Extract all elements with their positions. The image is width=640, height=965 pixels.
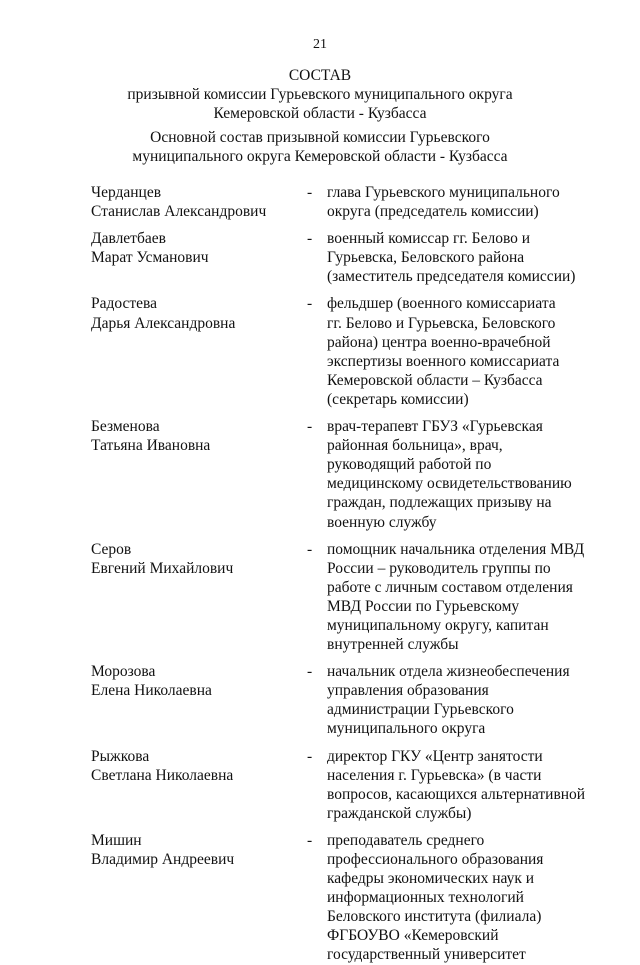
member-role-line: района) центра военно-врачебной (327, 333, 551, 351)
member-given-names: Татьяна Ивановна (91, 437, 211, 455)
member-role-line: Беловского института (филиала) (327, 908, 542, 926)
member-given-names: Владимир Андреевич (91, 851, 235, 868)
member-surname: Мишин (91, 831, 142, 849)
member-surname: Давлетбаев (91, 230, 166, 248)
member-role-line: профессионального образования (327, 851, 544, 868)
heading-title: СОСТАВ (288, 67, 352, 84)
subheading-line-1: Основной состав призывной комиссии Гурьевского (150, 129, 490, 146)
member-name (91, 417, 210, 455)
member-role-line: России – руководитель группы по (327, 559, 551, 577)
commission-members-list (0, 183, 640, 965)
member-role (327, 662, 592, 738)
section-subheading (0, 128, 640, 166)
member-role-line: врач-терапевт ГБУЗ «Гурьевская (327, 418, 543, 436)
member-role-line: ФГБОУВО «Кемеровский (327, 927, 499, 945)
member-role-line: военную службу (327, 513, 437, 531)
member-role-line: глава Гурьевского муниципального (327, 184, 560, 201)
member-role (327, 229, 592, 286)
member-surname: Морозова (91, 663, 156, 681)
member-role-line: населения г. Гурьевска» (в части (327, 766, 542, 784)
member-role-line: фельдшер (военного комиссариата (327, 295, 556, 313)
separator-dash: - (307, 184, 313, 201)
member-role-line: МВД России по Гурьевскому (327, 597, 520, 615)
member-role-line: (секретарь комиссии) (327, 390, 469, 408)
member-given-names: Евгений Михайлович (91, 559, 234, 577)
member-entry (0, 662, 640, 738)
member-role-line: внутренней службы (327, 636, 459, 654)
member-role (327, 540, 592, 655)
member-name (91, 294, 235, 332)
separator-dash: - (307, 540, 313, 558)
member-name (91, 831, 234, 869)
member-role-line: вопросов, касающихся альтернативной (327, 785, 586, 803)
member-entry (0, 417, 640, 532)
member-role-line: медицинскому освидетельствованию (327, 475, 572, 493)
separator-dash: - (307, 295, 313, 313)
member-role-line: муниципального округа (327, 720, 486, 738)
member-surname: Радостева (91, 295, 158, 313)
member-role-line: военный комиссар гг. Белово и (327, 230, 531, 248)
member-role-line: гражданской службы) (327, 804, 472, 822)
separator-dash: - (307, 418, 313, 436)
heading-line-1: призывной комиссии Гурьевского муниципального округа (127, 86, 513, 103)
member-name (91, 662, 212, 700)
member-role-line: администрации Гурьевского (327, 701, 514, 719)
member-role-line: информационных технологий (327, 889, 524, 907)
member-role-line: начальник отдела жизнеобеспечения (327, 663, 570, 681)
member-entry (0, 540, 640, 655)
member-role-line: государственный университет (327, 946, 526, 964)
separator-dash: - (307, 831, 313, 849)
member-role (327, 294, 592, 409)
member-surname: Рыжкова (91, 747, 150, 765)
member-role-line: преподаватель среднего (327, 831, 485, 849)
member-role (327, 747, 592, 823)
member-role-line: муниципальному округу, капитан (327, 616, 549, 634)
member-name (91, 229, 209, 267)
separator-dash: - (307, 230, 313, 248)
member-entry (0, 229, 640, 286)
member-surname: Серов (91, 540, 132, 558)
member-role-line: кафедры экономических наук и (327, 870, 535, 888)
heading-line-2: Кемеровской области - Кузбасса (213, 105, 427, 122)
member-given-names: Станислав Александрович (91, 203, 267, 221)
member-name (91, 183, 266, 221)
member-given-names: Марат Усманович (91, 249, 209, 267)
member-role (327, 417, 592, 532)
member-role-line: помощник начальника отделения МВД (327, 540, 585, 558)
member-entry (0, 831, 640, 965)
member-entry (0, 747, 640, 823)
member-name (91, 747, 233, 785)
member-role (327, 183, 592, 221)
page-number: 21 (313, 37, 327, 52)
member-role-line: Гурьевска, Беловского района (327, 249, 525, 267)
separator-dash: - (307, 663, 313, 681)
member-role-line: руководящий работой по (327, 456, 492, 474)
member-role-line: Кемеровской области – Кузбасса (327, 371, 543, 389)
member-role-line: управления образования (327, 682, 489, 700)
member-name (91, 540, 233, 578)
member-role-line: районная больница», врач, (327, 437, 503, 455)
member-role-line: директор ГКУ «Центр занятости (327, 747, 543, 765)
member-given-names: Елена Николаевна (91, 682, 212, 700)
separator-dash: - (307, 747, 313, 765)
member-entry (0, 294, 640, 409)
member-role-line: (заместитель председателя комиссии) (327, 268, 576, 286)
member-surname: Черданцев (91, 184, 162, 201)
member-given-names: Светлана Николаевна (91, 766, 234, 784)
member-role-line: округа (председатель комиссии) (327, 203, 539, 221)
member-role-line: экспертизы военного комиссариата (327, 352, 560, 370)
member-role-line: работе с личным составом отделения (327, 578, 573, 596)
member-surname: Безменова (91, 418, 160, 436)
document-heading (0, 66, 640, 123)
member-role-line: гг. Белово и Гурьевска, Беловского (327, 314, 556, 332)
subheading-line-2: муниципального округа Кемеровской области - Кузбасса (132, 148, 508, 165)
member-role (327, 831, 592, 965)
member-given-names: Дарья Александровна (91, 314, 236, 332)
member-role-line: граждан, подлежащих призыву на (327, 494, 552, 512)
member-entry (0, 183, 640, 221)
